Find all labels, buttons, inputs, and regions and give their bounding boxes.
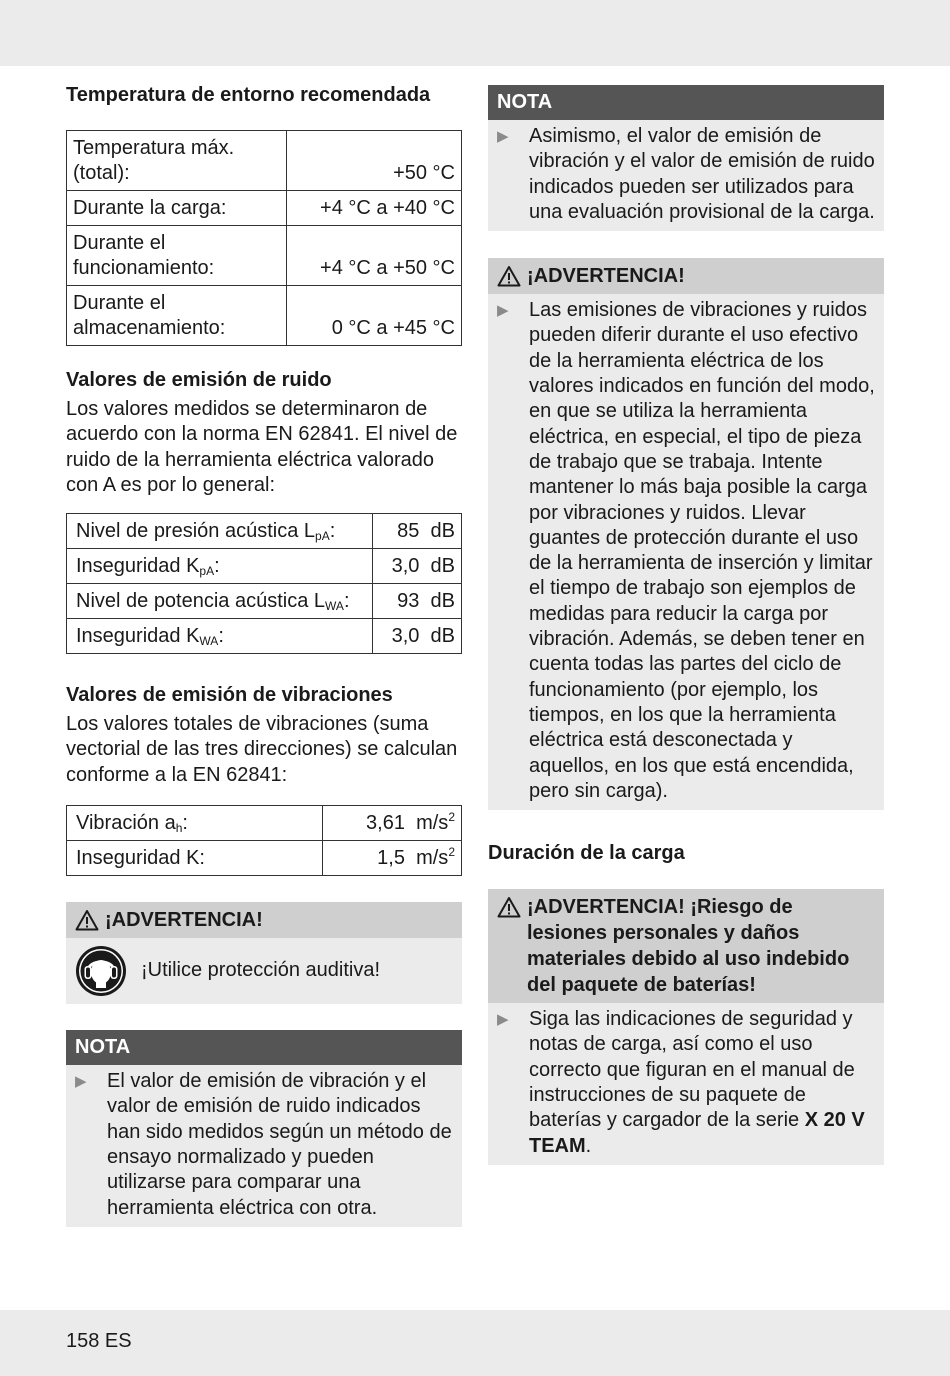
- noise-label-suffix: :: [343, 590, 350, 613]
- warning-vibration-title: ¡ADVERTENCIA!: [527, 265, 685, 288]
- table-row: [67, 191, 462, 226]
- temperature-value: 0 °C a +45 °C: [287, 286, 462, 346]
- arrow-bullet-icon: ▶: [497, 1011, 509, 1029]
- table-row: [67, 286, 462, 346]
- table-row: [67, 226, 462, 286]
- warning-vibration-box: [488, 258, 884, 810]
- warning-battery-box: [488, 889, 884, 1165]
- vibration-intro: Los valores totales de vibraciones (suma vectorial de las tres direcciones) se calculan conforme a la EN 62841:: [66, 713, 458, 786]
- vibration-unit-sup: 2: [448, 810, 455, 825]
- noise-value: 3,0: [391, 555, 420, 578]
- temperature-label: funcionamiento:: [73, 257, 215, 279]
- arrow-bullet-icon: ▶: [497, 128, 509, 145]
- temperature-value: +4 °C a +40 °C: [287, 191, 462, 226]
- table-row: [67, 131, 462, 191]
- temperature-label: Durante el: [73, 232, 166, 254]
- noise-label: Nivel de potencia acústica L: [76, 590, 326, 613]
- nota-right-text: Asimismo, el valor de emisión de vibración y el valor de emisión de ruido indicados pueden ser utilizados para una evaluación provisional de la carga.: [529, 125, 875, 223]
- temperature-value: +4 °C a +50 °C: [287, 226, 462, 286]
- temperature-label: Durante la carga:: [73, 197, 227, 219]
- warning-ear-box: [66, 902, 462, 1004]
- nota-right-box: [488, 85, 884, 231]
- warning-vibration-header: [488, 258, 884, 294]
- ear-protection-icon: [75, 945, 127, 997]
- arrow-bullet-icon: ▶: [497, 302, 509, 320]
- temperature-heading: Temperatura de entorno recomendada: [66, 84, 431, 106]
- noise-label-sub: pA: [315, 529, 330, 544]
- vibration-value: 3,61: [366, 812, 405, 835]
- warning-battery-text: Siga las indicaciones de seguridad y notas de carga, así como el uso correcto que figuran en el manual de instrucciones de su paquete de baterías y cargador de la serie: [529, 1008, 855, 1132]
- vibration-table: [66, 805, 462, 876]
- table-row: [67, 806, 462, 841]
- noise-unit: dB: [430, 625, 455, 648]
- vibration-unit: m/s: [416, 847, 449, 870]
- noise-label-suffix: :: [218, 625, 224, 648]
- nota-right-title: NOTA: [488, 85, 884, 120]
- temperature-table: [66, 130, 462, 346]
- warning-triangle-icon: [497, 265, 521, 287]
- noise-intro: Los valores medidos se determinaron de acuerdo con la norma EN 62841. El nivel de ruido de la herramienta eléctrica valorado con A es por lo general:: [66, 398, 458, 496]
- table-row: [67, 584, 462, 619]
- noise-heading: Valores de emisión de ruido: [66, 369, 332, 391]
- temperature-label: Durante el: [73, 292, 166, 314]
- right-column: [488, 85, 884, 1165]
- noise-value: 3,0: [391, 625, 420, 648]
- noise-value: 93: [397, 590, 420, 613]
- warning-vibration-text: Las emisiones de vibraciones y ruidos pueden diferir durante el uso efectivo de la herramienta eléctrica de los valores indicados en función del modo, en que se utiliza la herramienta eléctrica, en especial, el tipo de pieza de trabajo que se trabaja. Intente mantener lo más baja posible la carga por vibraciones y ruidos. Llevar guantes de protección durante el uso de la herramienta de inserción y limitar el tiempo de trabajo son ejemplos de medidas para reducir la carga por vibración. Además, se deben tener en cuenta todas las partes del ciclo de funcionamiento (por ejemplo, los tiempos, en los que la herramienta eléctrica está desconectada y aquellos, en los que está encendida, pero sin carga).: [529, 299, 875, 802]
- warning-battery-text-end: .: [585, 1134, 592, 1157]
- noise-label: Nivel de presión acústica L: [76, 520, 316, 543]
- noise-label: Inseguridad K: [76, 625, 200, 648]
- nota-left-title: NOTA: [66, 1030, 462, 1065]
- left-column: [66, 80, 462, 1227]
- warning-ear-title: ¡ADVERTENCIA!: [105, 909, 263, 932]
- temperature-label: (total):: [73, 162, 130, 184]
- table-row: [67, 841, 462, 876]
- noise-unit: dB: [430, 590, 455, 613]
- warning-ear-text: ¡Utilice protección auditiva!: [141, 959, 380, 982]
- vibration-value: 1,5: [377, 847, 405, 870]
- nota-left-text: El valor de emisión de vibración y el valor de emisión de ruido indicados han sido medidos según un método de ensayo normalizado y pueden utilizarse para comparar una herramienta eléctrica con otra.: [107, 1070, 452, 1219]
- noise-label-sub: WA: [325, 599, 344, 614]
- warning-battery-header: [488, 889, 884, 1003]
- duration-heading: Duración de la carga: [488, 842, 685, 865]
- arrow-bullet-icon: ▶: [75, 1073, 87, 1091]
- noise-label: Inseguridad K: [76, 555, 200, 578]
- vibration-label-suffix: :: [182, 812, 188, 835]
- noise-label-sub: WA: [199, 634, 219, 649]
- noise-value: 85: [397, 520, 420, 543]
- vibration-unit-sup: 2: [448, 845, 455, 860]
- vibration-label-sub: h: [175, 821, 183, 836]
- noise-table: [66, 513, 462, 654]
- warning-triangle-icon: [75, 909, 99, 931]
- table-row: [67, 619, 462, 654]
- nota-left-box: [66, 1030, 462, 1227]
- vibration-heading: Valores de emisión de vibraciones: [66, 684, 393, 707]
- top-band: [0, 0, 950, 66]
- page-number: 158 ES: [66, 1330, 132, 1352]
- warning-battery-title: ¡ADVERTENCIA! ¡Riesgo de lesiones personales y daños materiales debido al uso indebido del paquete de baterías!: [527, 896, 850, 997]
- vibration-label: Vibración a: [76, 812, 176, 835]
- noise-label-suffix: :: [214, 555, 220, 578]
- warning-battery-series: X 20 V TEAM: [529, 1109, 865, 1157]
- warning-ear-header: [66, 902, 462, 938]
- noise-label-suffix: :: [329, 520, 336, 543]
- noise-unit: dB: [430, 520, 455, 543]
- temperature-label: almacenamiento:: [73, 317, 226, 339]
- bottom-band: [0, 1310, 950, 1376]
- table-row: [67, 514, 462, 549]
- temperature-value: +50 °C: [287, 131, 462, 191]
- table-row: [67, 549, 462, 584]
- temperature-label: Temperatura máx.: [73, 137, 235, 159]
- warning-triangle-icon: [497, 896, 521, 918]
- vibration-label: Inseguridad K:: [76, 847, 205, 870]
- noise-unit: dB: [430, 555, 455, 578]
- vibration-unit: m/s: [416, 812, 449, 835]
- noise-label-sub: pA: [199, 564, 215, 579]
